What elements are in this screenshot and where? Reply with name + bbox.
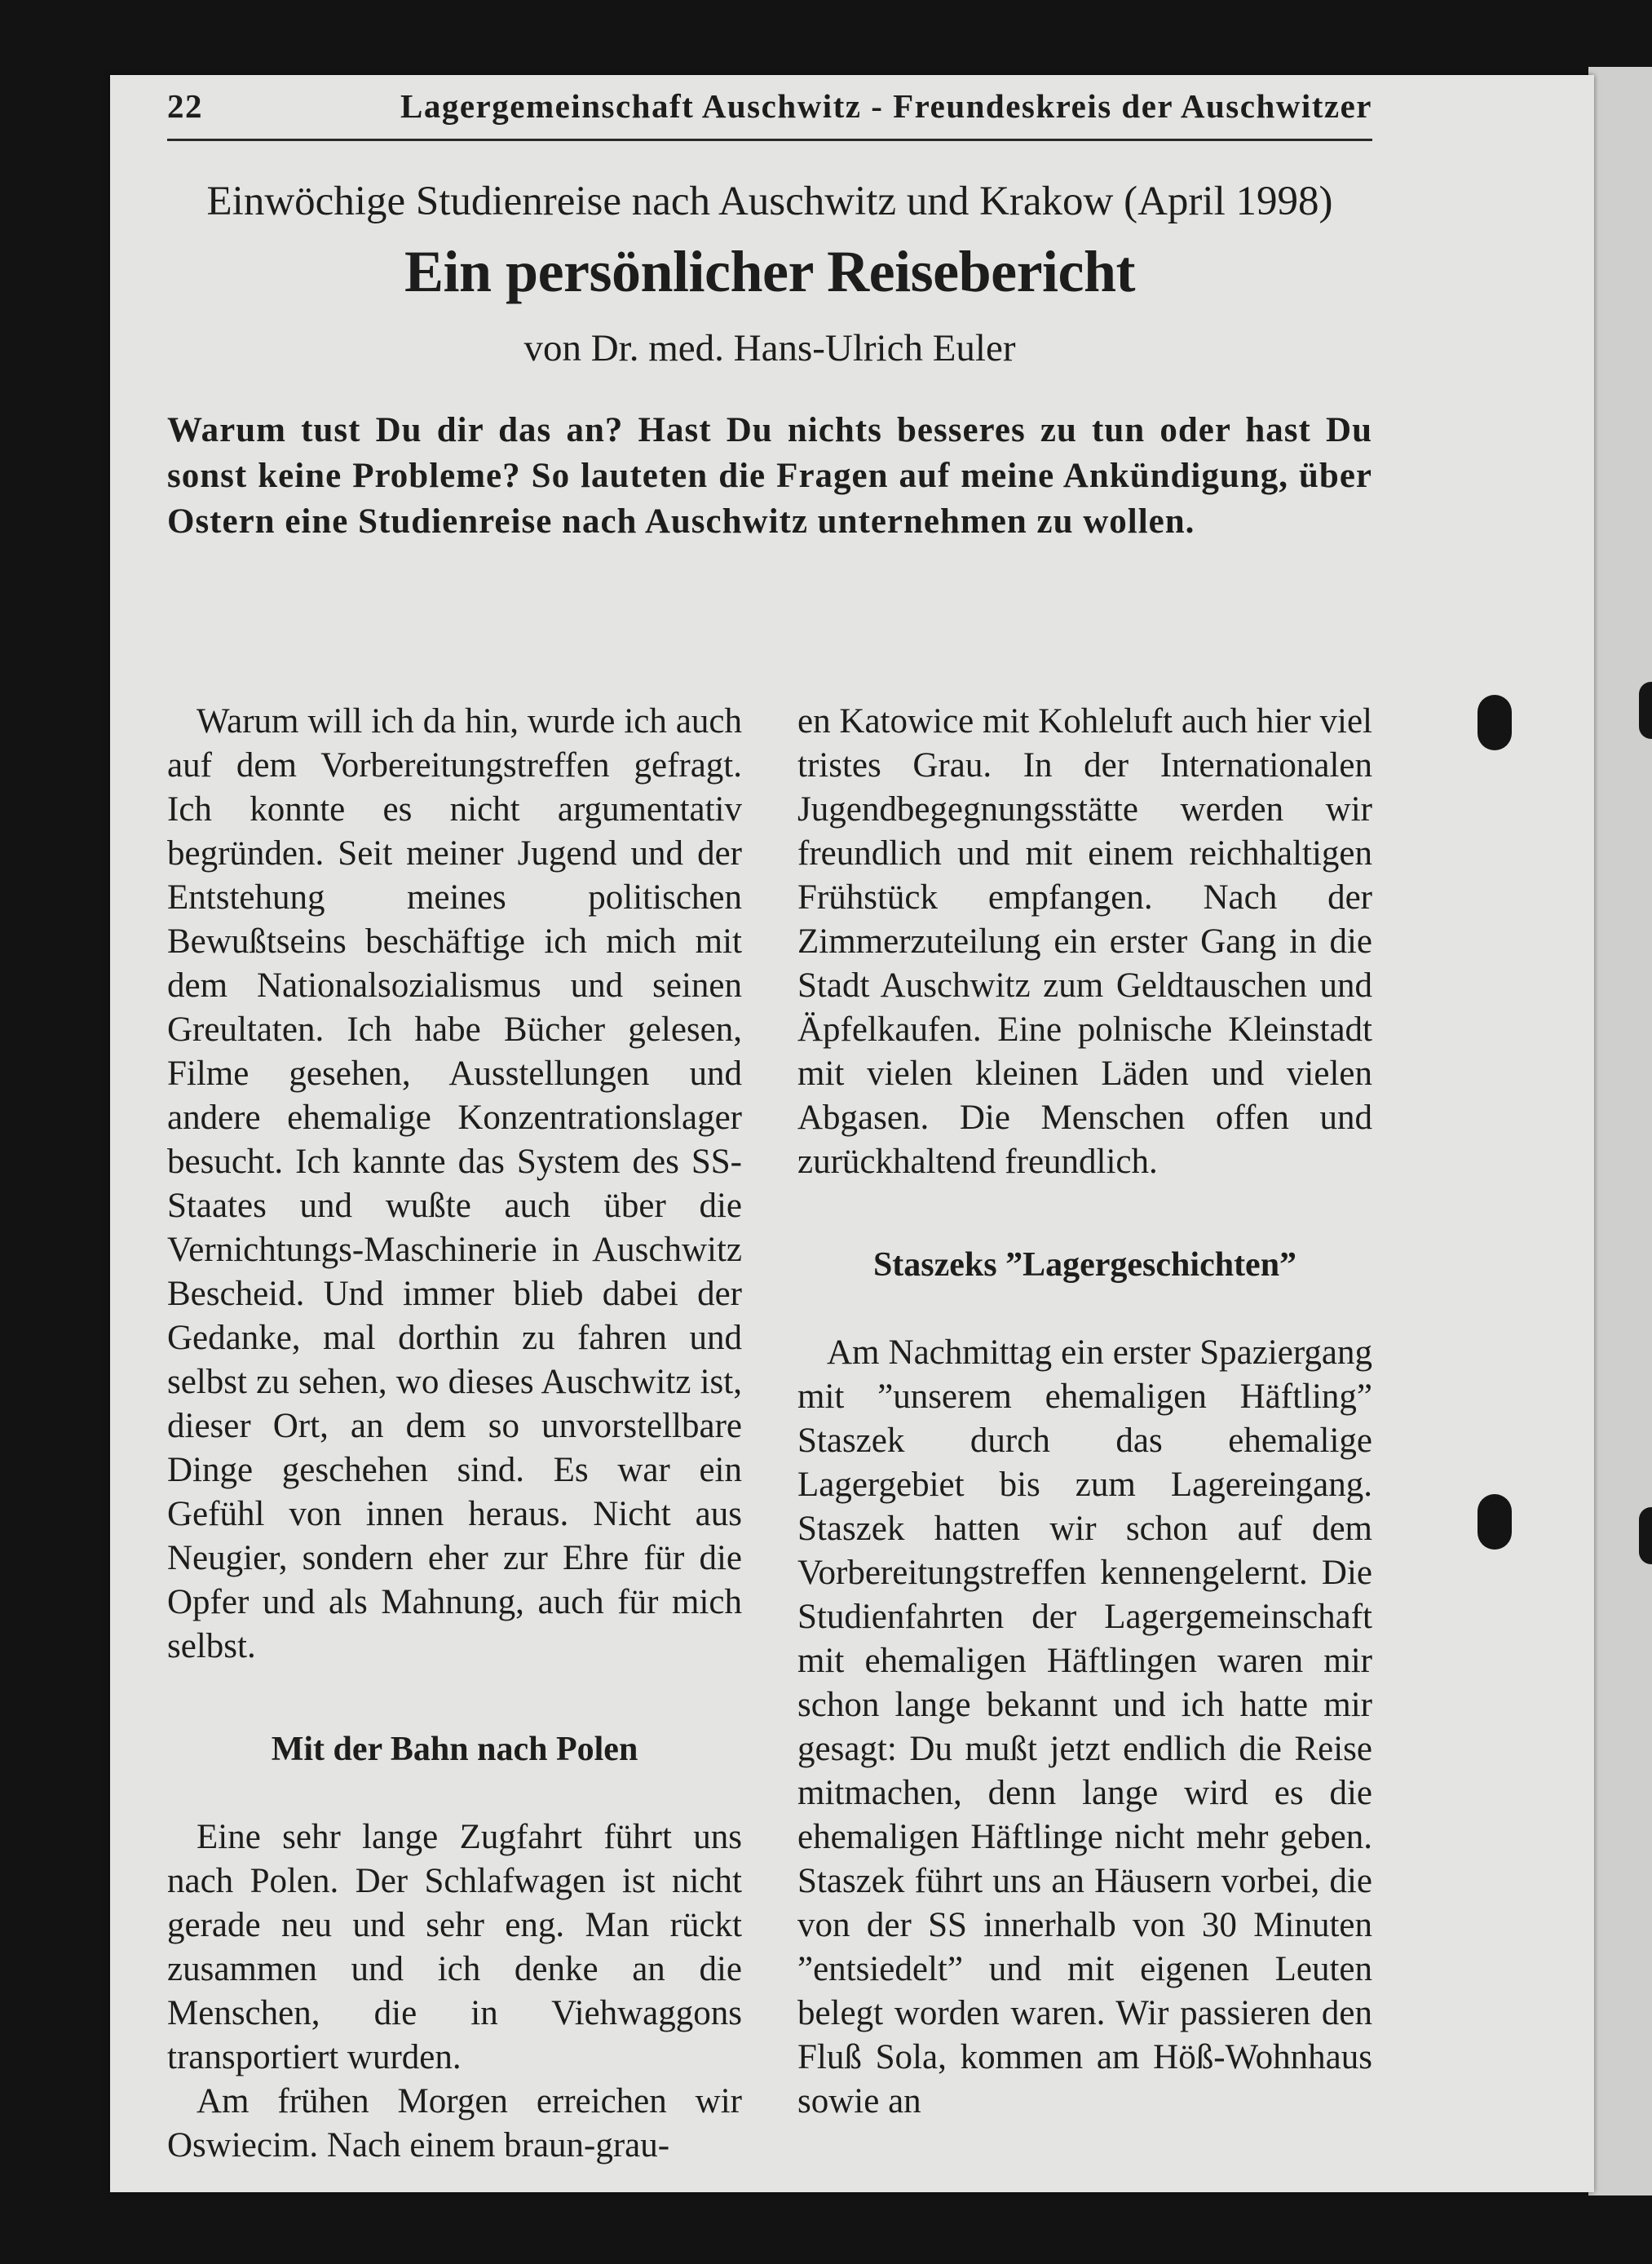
article-intro: Warum tust Du dir das an? Hast Du nichts besseres zu tun oder hast Du sonst keine Probleme? So lauteten die Fragen auf meine Ankündigung, über Ostern eine Studienreise nach Auschwitz unternehmen zu wollen. xyxy=(167,411,1372,541)
section-heading: Staszeks ”Lagergeschichten” xyxy=(872,1246,1297,1284)
column-left xyxy=(167,700,742,2168)
running-header xyxy=(167,82,1372,141)
article-subtitle: Einwöchige Studienreise nach Auschwitz und Krakow (April 1998) xyxy=(206,179,1333,224)
page-number: 22 xyxy=(167,87,203,125)
publication-title: Lagergemeinschaft Auschwitz - Freundeskreis der Auschwitzer xyxy=(400,87,1372,125)
next-page-edge xyxy=(1588,67,1652,2195)
column-right xyxy=(797,700,1372,2124)
next-page-hole-bottom xyxy=(1639,1507,1652,1564)
paragraph: Eine sehr lange Zugfahrt führt uns nach Polen. Der Schlafwagen ist nicht gerade neu und sehr eng. Man rückt zusammen und ich denke an die Menschen, die in Viehwaggons transportiert wurden. xyxy=(167,1818,742,2076)
paragraph: Warum will ich da hin, wurde ich auch auf dem Vorbereitungstreffen gefragt. Ich konnte es nicht argumentativ begründen. Seit meiner Jugend und der Entstehung meines politischen Bewußtseins beschäftige ich mich mit dem Nationalsozialismus und seinen Greultaten. Ich habe Bücher gelesen, Filme gesehen, Ausstellungen und andere ehemalige Konzentrationslager besucht. Ich kannte das System des SS-Staates und wußte auch über die Vernichtungs-Maschinerie in Auschwitz Bescheid. Und immer blieb dabei der Gedanke, mal dorthin zu fahren und selbst zu sehen, wo dieses Auschwitz ist, dieser Ort, an dem so unvorstellbare Dinge geschehen sind. Es war ein Gefühl von innen heraus. Nicht aus Neugier, sondern eher zur Ehre für die Opfer und als Mahnung, auch für mich selbst. xyxy=(167,702,742,1665)
punch-hole-top xyxy=(1478,695,1512,750)
paragraph: Am frühen Morgen erreichen wir Oswiecim. Nach einem braun-grau- xyxy=(167,2082,742,2165)
article-author: von Dr. med. Hans-Ulrich Euler xyxy=(523,327,1016,369)
paragraph: en Katowice mit Kohleluft auch hier viel tristes Grau. In der Internationalen Jugendbegegnungsstätte werden wir freundlich und mit einem reichhaltigen Frühstück empfangen. Nach der Zimmerzuteilung ein erster Gang in die Stadt Auschwitz zum Geldtauschen und Äpfelkaufen. Eine polnische Kleinstadt mit vielen kleinen Läden und vielen Abgasen. Die Menschen offen und zurückhaltend freundlich. xyxy=(797,702,1372,1181)
paragraph: Am Nachmittag ein erster Spaziergang mit ”unserem ehemaligen Häftling” Staszek durch das ehemalige Lagergebiet bis zum Lagereingang. Staszek hatten wir schon auf dem Vorbereitungstreffen kennengelernt. Die Studienfahrten der Lagergemeinschaft mit ehemaligen Häftlingen waren mir schon lange bekannt und ich hatte mir gesagt: Du mußt jetzt endlich die Reise mitmachen, denn lange wird es die ehemaligen Häftlinge nicht mehr geben. Staszek führt uns an Häusern vorbei, die von der SS innerhalb von 30 Minuten ”entsiedelt” und mit eigenen Leuten belegt worden waren. Wir passieren den Fluß Sola, kommen am Höß-Wohnhaus sowie an xyxy=(797,1333,1372,2120)
article-title: Ein persönlicher Reisebericht xyxy=(404,239,1136,304)
next-page-hole-top xyxy=(1639,682,1652,739)
section-heading: Mit der Bahn nach Polen xyxy=(271,1731,638,1768)
punch-hole-bottom xyxy=(1478,1494,1512,1550)
